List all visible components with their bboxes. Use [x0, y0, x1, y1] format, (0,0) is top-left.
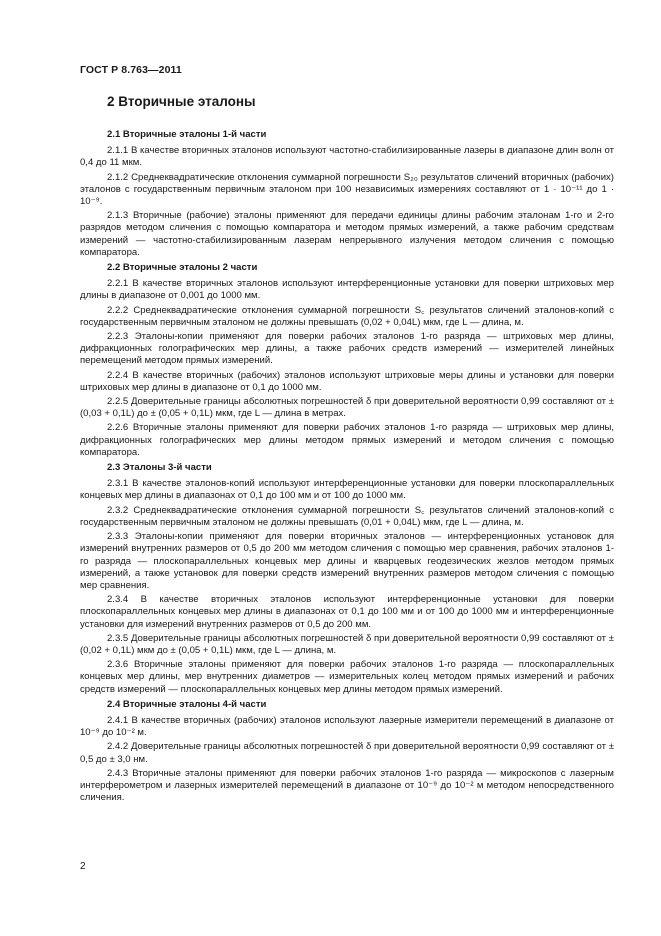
- paragraph: 2.2.4 В качестве вторичных (рабочих) эталонов используют штриховые меры длины и установки для поверки штриховых мер длины в диапазоне от 0,1 до 1000 мм.: [80, 369, 614, 393]
- paragraph: 2.4.1 В качестве вторичных (рабочих) эталонов используют лазерные измерители перемещений в диапазоне от 10⁻⁹ до 10⁻² м.: [80, 714, 614, 739]
- paragraph: 2.3.6 Вторичные эталоны применяют для поверки рабочих эталонов 1-го разряда — плоскопараллельных концевых мер длины, мер внутренних диаметров — измерительных колец методом прямых измерений и рабочих средств измерений — плоскопараллельных концевых мер длины методом прямых измерений.: [80, 659, 614, 695]
- section-title: 2 Вторичные эталоны: [107, 94, 256, 109]
- paragraph: 2.1.2 Среднеквадратические отклонения суммарной погрешности S₂₀ результатов сличений вторичных (рабочих) эталонов с государственным первичным эталоном при 100 независимых измерениях составляют от 1 · 10⁻¹¹ до 1 · 10⁻⁹.: [80, 171, 614, 208]
- paragraph: 2.2.3 Эталоны-копии применяют для поверки рабочих эталонов 1-го разряда — штриховых мер длины, дифракционных голографических мер длины, а также рабочих средств измерений — измерителей линейных перемещений методом прямых измерений.: [80, 331, 614, 367]
- paragraph: 2.2.6 Вторичные эталоны применяют для поверки рабочих эталонов 1-го разряда — штриховых мер длины, дифракционных голографических мер длины методом прямых измерений и методом сличения с помощью компаратора.: [80, 422, 614, 458]
- paragraph: 2.3.2 Среднеквадратические отклонения суммарной погрешности S꜀ результатов сличений эталонов-копий с государственным первичным эталоном не должны превышать (0,01 + 0,04L) мкм, где L — длина, м.: [80, 504, 614, 528]
- paragraph: 2.4.2 Доверительные границы абсолютных погрешностей δ при доверительной вероятности 0,99 составляют от ± 0,5 до ± 3,0 нм.: [80, 741, 614, 765]
- subsection-title: 2.2 Вторичные эталоны 2 части: [107, 262, 258, 274]
- paragraph: 2.2.5 Доверительные границы абсолютных погрешностей δ при доверительной вероятности 0,99 составляют от ± (0,03 + 0,1L) до ± (0,05 + 0,1L) мкм, где L — длина в метрах.: [80, 396, 614, 420]
- paragraph: 2.2.2 Среднеквадратические отклонения суммарной погрешности S꜀ результатов сличений эталонов-копий с государственным первичным эталоном не должны превышать (0,02 + 0,04L) мкм, где L — длина, м.: [80, 304, 614, 328]
- paragraph: 2.2.1 В качестве вторичных эталонов используют интерференционные установки для поверки штриховых мер длины в диапазоне от 0,001 до 1000 мм.: [80, 278, 614, 302]
- paragraph: 2.4.3 Вторичные эталоны применяют для поверки рабочих эталонов 1-го разряда — микроскопов с лазерным интерферометром и лазерных измерителей перемещений в диапазоне от 10⁻⁹ до 10⁻² м методом непосредственного сличения.: [80, 767, 614, 804]
- document-body: [80, 126, 614, 806]
- page-number: 2: [80, 861, 86, 872]
- paragraph: 2.1.3 Вторичные (рабочие) эталоны применяют для передачи единицы длины рабочим эталонам 1-го и 2-го разрядов методом сличения с помощью компаратора и методом прямых измерений, а также рабочим средствам измерений — частотно-стабилизированным лазерам непрерывного излучения методом сличения с помощью компаратора.: [80, 210, 614, 258]
- subsection-title: 2.4 Вторичные эталоны 4-й части: [107, 698, 267, 710]
- paragraph: 2.3.5 Доверительные границы абсолютных погрешностей δ при доверительной вероятности 0,99 составляют от ± (0,02 + 0,1L) мкм до ± (0,05 + 0,1L) мкм, где L — длина, м.: [80, 632, 614, 656]
- subsection-title: 2.1 Вторичные эталоны 1-й части: [107, 129, 267, 140]
- paragraph: 2.3.4 В качестве вторичных эталонов используют интерференционные установки для поверки плоскопараллельных концевых мер длины в диапазонах от 0,1 до 100 мм и от 100 до 1000 мм и интерференционные установки для измерений внутренних размеров от 0,5 до 200 мм.: [80, 594, 614, 630]
- paragraph: 2.3.1 В качестве эталонов-копий используют интерференционные установки для поверки плоскопараллельных концевых мер длины в диапазонах от 0,1 до 100 мм и от 100 до 1000 мм.: [80, 478, 614, 502]
- subsection-title: 2.3 Эталоны 3-й части: [107, 462, 212, 474]
- paragraph: 2.1.1 В качестве вторичных эталонов используют частотно-стабилизированные лазеры в диапазоне длин волн от 0,4 до 11 мкм.: [80, 145, 614, 169]
- document-header: ГОСТ Р 8.763—2011: [80, 64, 182, 76]
- paragraph: 2.3.3 Эталоны-копии применяют для поверки вторичных эталонов — интерференционных установок для измерений внутренних размеров от 0,5 до 200 мм методом сличения с помощью мер сравнения, рабочих эталонов 1-го разряда — плоскопараллельных концевых мер длины и кварцевых геодезических жезлов методом прямых измерений, а также установок для поверки средств измерений внутренних размеров методом сличения с помощью мер сравнения.: [80, 531, 614, 591]
